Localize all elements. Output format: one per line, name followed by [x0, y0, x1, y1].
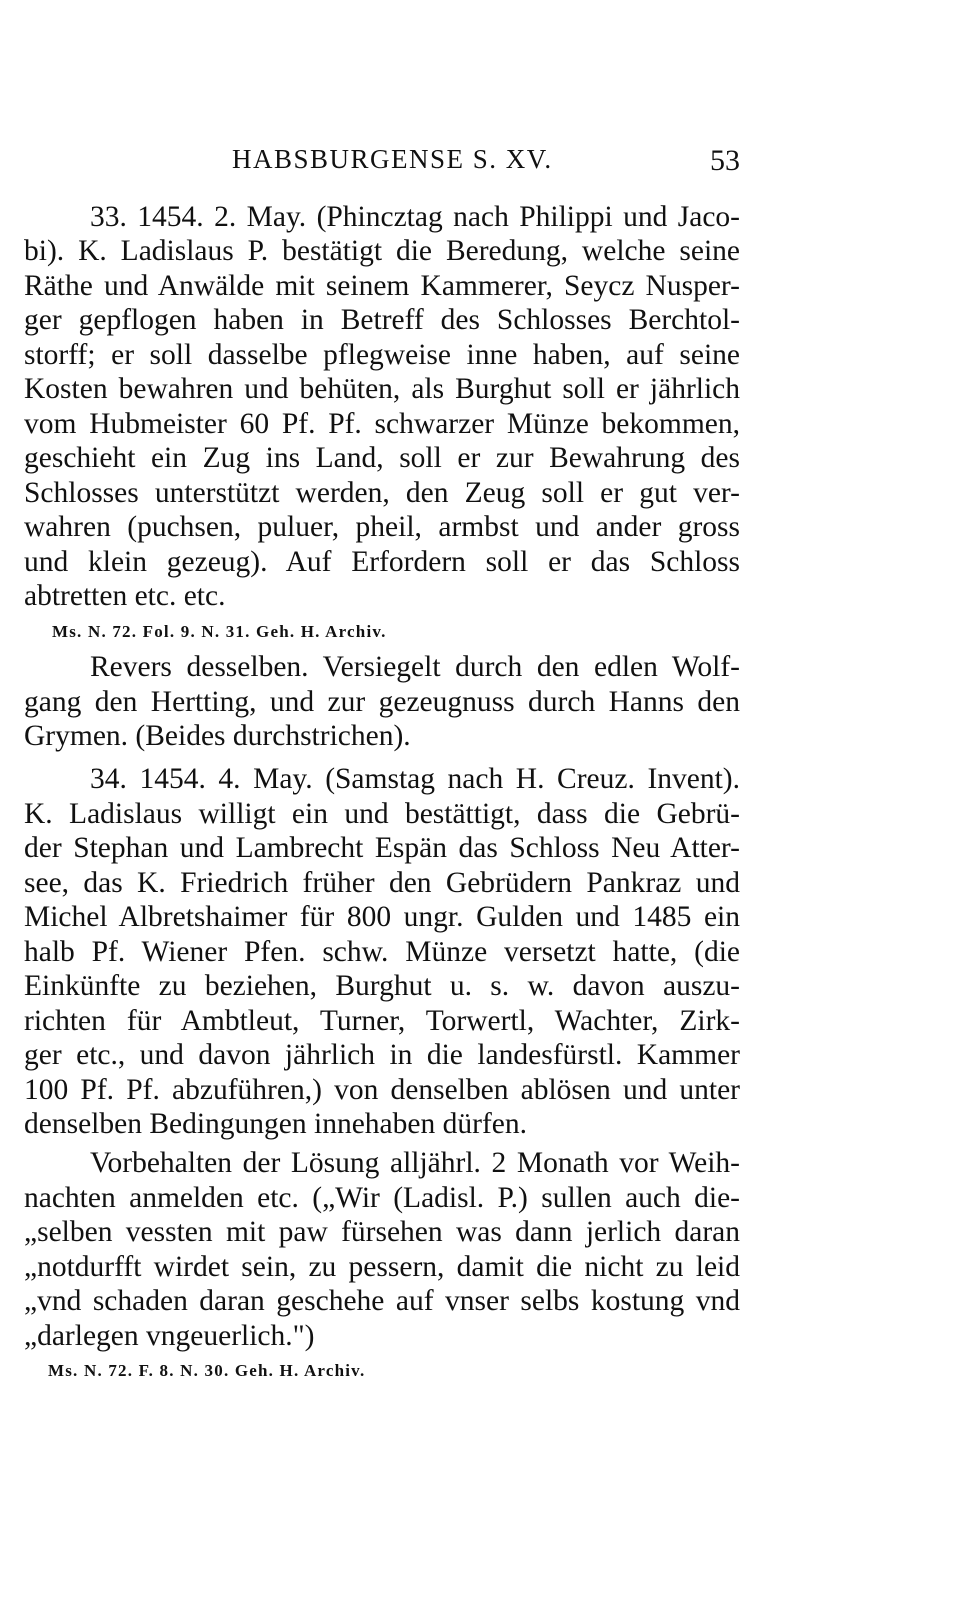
text-line: Vorbehalten der Lösung alljährl. 2 Monath vor Weih-	[90, 1147, 740, 1179]
text-line: vom Hubmeister 60 Pf. Pf. schwarzer Münze bekommen,	[24, 408, 740, 440]
text-line: Grymen. (Beides durchstrichen).	[24, 720, 411, 752]
text-line: bi). K. Ladislaus P. bestätigt die Beredung, welche seine	[24, 235, 740, 267]
text-line: wahren (puchsen, puluer, pheil, armbst und ander gross	[24, 511, 740, 543]
text-line: Einkünfte zu beziehen, Burghut u. s. w. davon auszu-	[24, 970, 740, 1002]
running-head: HABSBURGENSE S. XV.	[232, 144, 553, 174]
text-line: „vnd schaden daran geschehe auf vnser selbs kostung vnd	[24, 1285, 740, 1317]
text-line: storff; er soll dasselbe pflegweise inne haben, auf seine	[24, 339, 740, 371]
text-line: K. Ladislaus willigt ein und bestättigt, dass die Gebrü-	[24, 798, 740, 830]
text-line: „darlegen vngeuerlich.")	[24, 1320, 315, 1352]
page-number: 53	[710, 144, 740, 177]
text-line: 100 Pf. Pf. abzuführen,) von denselben ablösen und unter	[24, 1074, 740, 1106]
text-line: Michel Albretshaimer für 800 ungr. Gulden und 1485 ein	[24, 901, 740, 933]
text-line: gang den Hertting, und zur gezeugnuss durch Hanns den	[24, 686, 740, 718]
text-line: Kosten bewahren und behüten, als Burghut soll er jährlich	[24, 373, 740, 405]
text-line: geschieht ein Zug ins Land, soll er zur Bewahrung des	[24, 442, 740, 474]
text-line: ger etc., und davon jährlich in die landesfürstl. Kammer	[24, 1039, 740, 1071]
source-citation: Ms. N. 72. Fol. 9. N. 31. Geh. H. Archiv.	[52, 622, 387, 641]
text-line: denselben Bedingungen innehaben dürfen.	[24, 1108, 527, 1140]
source-citation: Ms. N. 72. F. 8. N. 30. Geh. H. Archiv.	[48, 1361, 366, 1380]
page-header	[232, 144, 740, 184]
text-line: 33. 1454. 2. May. (Phincztag nach Philippi und Jaco-	[90, 201, 740, 233]
text-line: ger gepflogen haben in Betreff des Schlosses Berchtol-	[24, 304, 740, 336]
text-line: see, das K. Friedrich früher den Gebrüdern Pankraz und	[24, 867, 740, 899]
text-line: „selben vessten mit paw fürsehen was dann jerlich daran	[24, 1216, 740, 1248]
text-line: nachten anmelden etc. („Wir (Ladisl. P.) sullen auch die-	[24, 1182, 740, 1214]
text-line: Revers desselben. Versiegelt durch den edlen Wolf-	[90, 651, 740, 683]
text-line: halb Pf. Wiener Pfen. schw. Münze versetzt hatte, (die	[24, 936, 740, 968]
text-line: Schlosses unterstützt werden, den Zeug soll er gut ver-	[24, 477, 740, 509]
text-line: abtretten etc. etc.	[24, 580, 226, 612]
text-line: der Stephan und Lambrecht Espän das Schloss Neu Atter-	[24, 832, 740, 864]
text-line: richten für Ambtleut, Turner, Torwertl, Wachter, Zirk-	[24, 1005, 740, 1037]
text-line: 34. 1454. 4. May. (Samstag nach H. Creuz. Invent).	[90, 763, 740, 795]
text-line: Räthe und Anwälde mit seinem Kammerer, Seycz Nusper-	[24, 270, 740, 302]
text-line: „notdurfft wirdet sein, zu pessern, damit die nicht zu leid	[24, 1251, 740, 1283]
text-line: und klein gezeug). Auf Erfordern soll er das Schloss	[24, 546, 740, 578]
